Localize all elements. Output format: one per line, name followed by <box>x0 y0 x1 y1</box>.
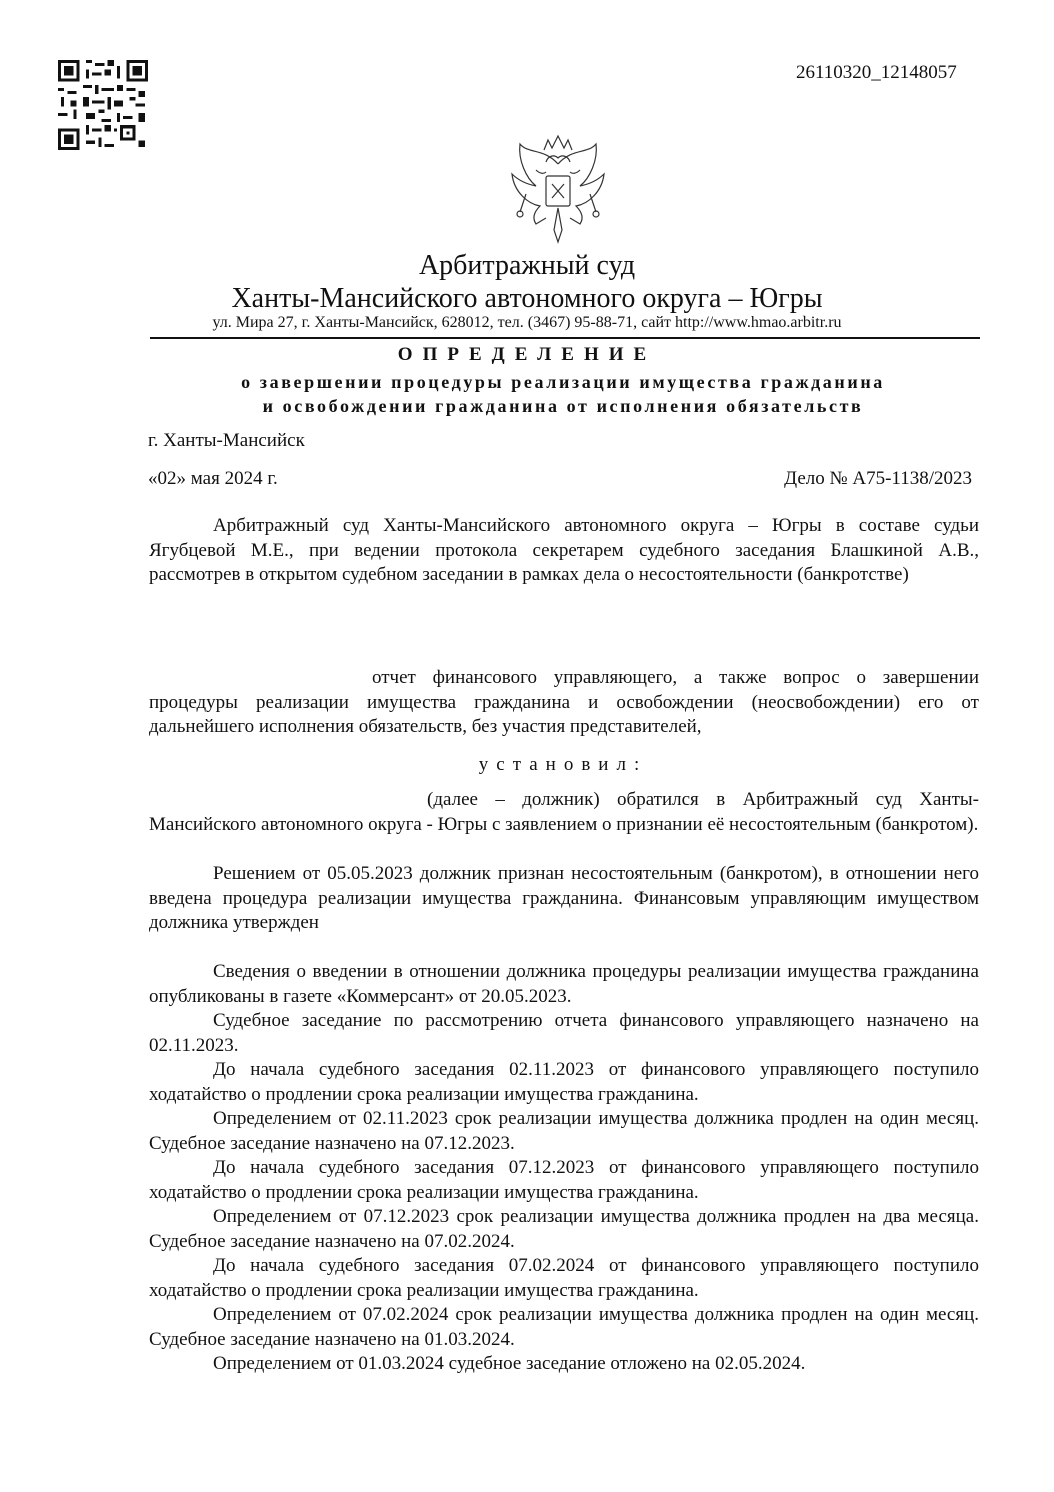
paragraph-postponement: Определением от 01.03.2024 судебное заседание отложено на 02.05.2024. <box>213 1353 806 1374</box>
paragraph-publication: Сведения о введении в отношении должника процедуры реализации имущества гражданина опубликованы в газете «Коммерсант» от 20.05.2023. <box>149 961 979 1007</box>
coat-of-arms-emblem <box>506 134 610 246</box>
document-id: 26110320_12148057 <box>796 62 957 83</box>
intro-paragraph: Арбитражный суд Ханты-Мансийского автономного округа – Югры в составе судьи Ягубцевой М.Е., при ведении протокола секретарем судебного заседания Блашкиной А.В., рассмотрев в открытом судебном заседании в рамках дела о несостоятельности (банкротстве) <box>149 515 979 585</box>
paragraph-extension-1: Определением от 02.11.2023 срок реализации имущества должника продлен на один месяц. Судебное заседание назначено на 07.12.2023. <box>149 1108 979 1154</box>
paragraph-motion-1: До начала судебного заседания 02.11.2023 от финансового управляющего поступило ходатайство о продлении срока реализации имущества гражданина. <box>149 1059 979 1105</box>
considered-paragraph: отчет финансового управляющего, а также вопрос о завершении процедуры реализации имущества гражданина и освобождении (неосвобождении) его от дальнейшего исполнения обязательств, без участия представителей, <box>149 667 979 737</box>
established-heading: установил: <box>478 754 648 775</box>
court-name: Арбитражный суд <box>418 250 636 281</box>
document-subtitle-line1: о завершении процедуры реализации имущества гражданина <box>241 372 885 392</box>
document-date: «02» мая 2024 г. <box>148 468 278 489</box>
court-region: Ханты-Мансийского автономного округа – Югры <box>231 283 823 314</box>
paragraph-debtor-application: (далее – должник) обратился в Арбитражный суд Ханты-Мансийского автономного округа - Югры с заявлением о признании её несостоятельным (банкротом). <box>149 789 979 835</box>
case-number: Дело № А75-1138/2023 <box>784 468 972 489</box>
paragraph-motion-3: До начала судебного заседания 07.02.2024 от финансового управляющего поступило ходатайство о продлении срока реализации имущества гражданина. <box>149 1255 979 1301</box>
city: г. Ханты-Мансийск <box>148 430 305 451</box>
paragraph-decision: Решением от 05.05.2023 должник признан несостоятельным (банкротом), в отношении него введена процедура реализации имущества гражданина. Финансовым управляющим имуществом должника утвержден <box>149 863 979 933</box>
qr-code <box>58 60 148 150</box>
court-address: ул. Мира 27, г. Ханты-Мансийск, 628012, тел. (3467) 95-88-71, сайт http://www.hmao.arbitr.ru <box>212 314 842 331</box>
document-title: ОПРЕДЕЛЕНИЕ <box>397 344 657 365</box>
paragraph-motion-2: До начала судебного заседания 07.12.2023 от финансового управляющего поступило ходатайство о продлении срока реализации имущества гражданина. <box>149 1157 979 1203</box>
header-divider <box>150 337 980 339</box>
paragraph-hearing-scheduled: Судебное заседание по рассмотрению отчета финансового управляющего назначено на 02.11.2023. <box>149 1010 979 1056</box>
paragraph-extension-3: Определением от 07.02.2024 срок реализации имущества должника продлен на один месяц. Судебное заседание назначено на 01.03.2024. <box>149 1304 979 1350</box>
document-subtitle-line2: и освобождении гражданина от исполнения обязательств <box>262 396 864 416</box>
paragraph-extension-2: Определением от 07.12.2023 срок реализации имущества должника продлен на два месяца. Судебное заседание назначено на 07.02.2024. <box>149 1206 979 1252</box>
